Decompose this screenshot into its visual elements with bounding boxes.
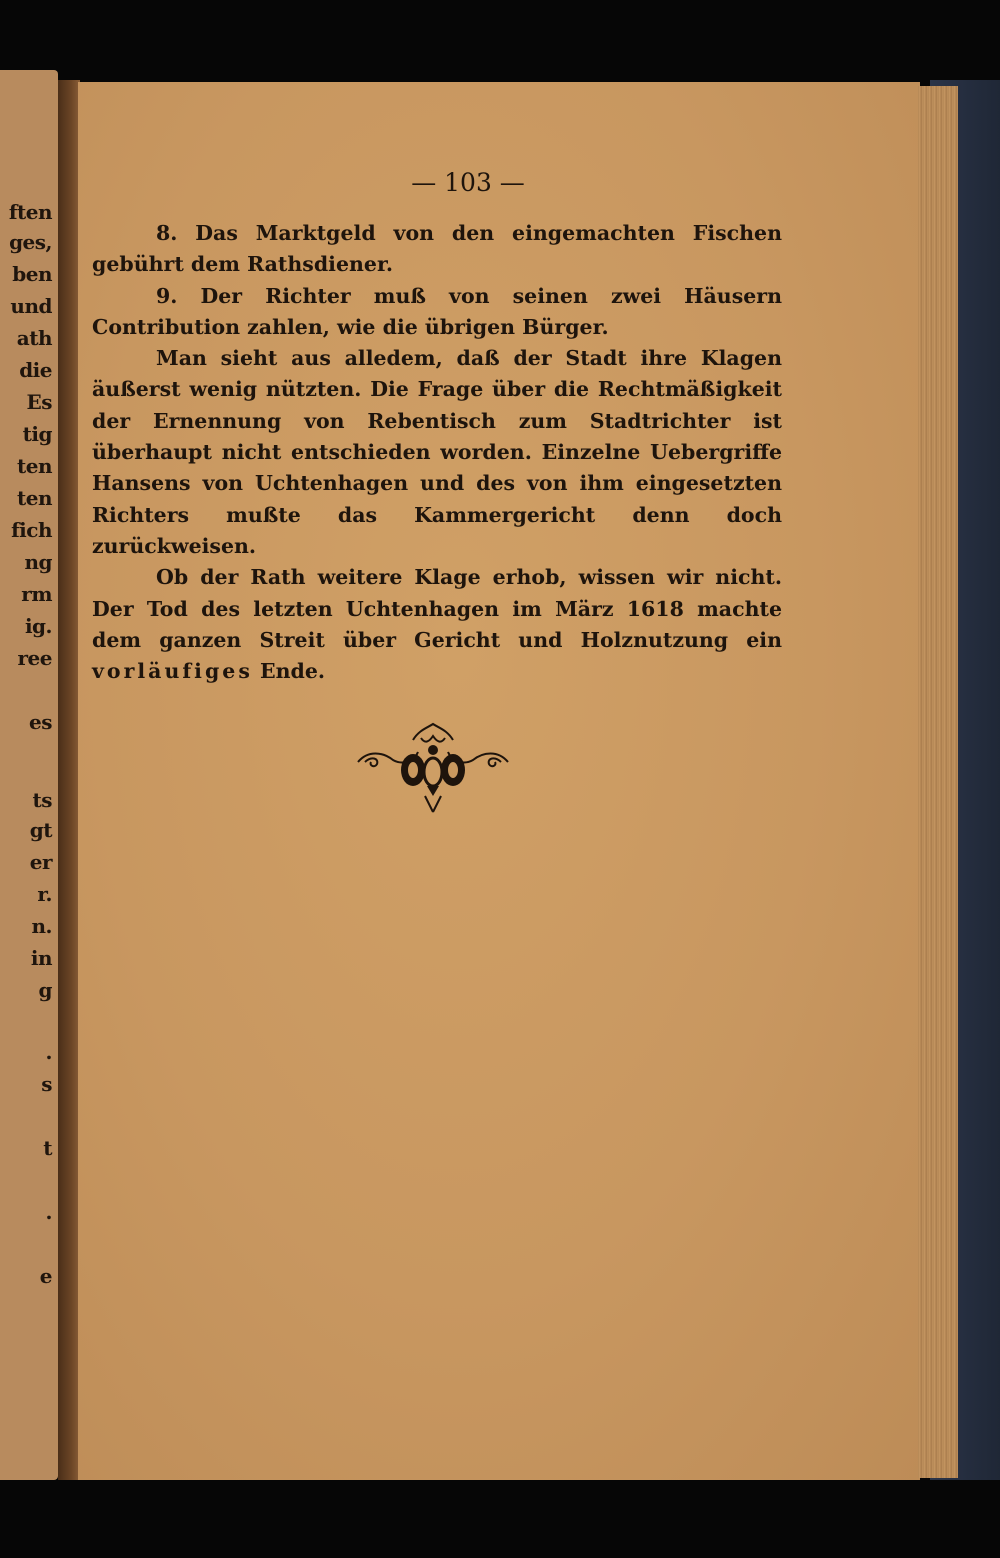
- left-page-fragment: ree: [17, 646, 52, 670]
- paragraph-3: Man sieht aus alledem, daß der Stadt ihre Klagen äußerst wenig nützten. Die Frage über die Rechtmäßigkeit der Ernennung von Rebentisch zum Stadtrichter ist überhaupt nicht entschieden worden. Einzelne Uebergriffe Hansens von Uchtenhagen und des von ihm eingesetzten Richters mußte das Kammergericht denn doch zurückweisen.: [92, 346, 782, 558]
- paragraph-2: 9. Der Richter muß von seinen zwei Häusern Contribution zahlen, wie die übrigen Bürger.: [92, 283, 782, 339]
- emphasis-text: vorläufiges: [92, 659, 253, 684]
- paragraph-1: 8. Das Marktgeld von den eingemachten Fischen gebührt dem Rathsdiener.: [92, 221, 782, 277]
- paragraph-4-end: Ende.: [252, 659, 326, 684]
- left-page-fragment: gt: [29, 818, 52, 842]
- left-page-fragment: in: [30, 946, 52, 970]
- left-page-fragment: e: [39, 1264, 52, 1288]
- left-page-fragment: s: [41, 1072, 52, 1096]
- left-page-fragment: es: [29, 710, 52, 734]
- paragraph-4-text: Ob der Rath weitere Klage erhob, wissen wir nicht. Der Tod des letzten Uchtenhagen im März 1618 machte dem ganzen Streit über Gericht und Holznutzung ein: [92, 565, 782, 652]
- page-body: [92, 218, 782, 687]
- left-page-fragment: Es: [26, 390, 52, 414]
- page-stack-edges: [918, 86, 958, 1478]
- floral-vignette-icon: [353, 720, 513, 820]
- left-page-fragment: ten: [16, 486, 52, 510]
- left-page-fragment: tig: [22, 422, 52, 446]
- left-page-fragment: ften: [8, 200, 52, 224]
- book-gutter: [58, 80, 80, 1480]
- page-number: — 103 —: [411, 168, 525, 197]
- left-page-fragment: g: [38, 978, 52, 1002]
- left-page-fragment: .: [45, 1040, 52, 1064]
- left-page-fragment: ts: [32, 788, 52, 812]
- left-page-fragment: ng: [24, 550, 52, 574]
- left-facing-page: [0, 70, 58, 1480]
- left-page-fragment: t: [43, 1136, 52, 1160]
- left-page-fragment: ath: [16, 326, 52, 350]
- left-page-fragment: .: [45, 1200, 52, 1224]
- left-page-fragment: ben: [12, 262, 52, 286]
- left-page-fragment: ten: [16, 454, 52, 478]
- right-page: [78, 82, 920, 1480]
- left-page-fragment: und: [10, 294, 52, 318]
- left-page-fragment: n.: [31, 914, 52, 938]
- left-page-fragment: rm: [21, 582, 52, 606]
- left-page-fragment: ges,: [9, 230, 52, 254]
- left-page-fragment: ig.: [24, 614, 52, 638]
- left-page-fragment: r.: [37, 882, 52, 906]
- left-page-fragment: er: [29, 850, 52, 874]
- left-page-fragment: fich: [11, 518, 52, 542]
- paragraph-4: [92, 562, 782, 687]
- left-page-fragment: die: [19, 358, 52, 382]
